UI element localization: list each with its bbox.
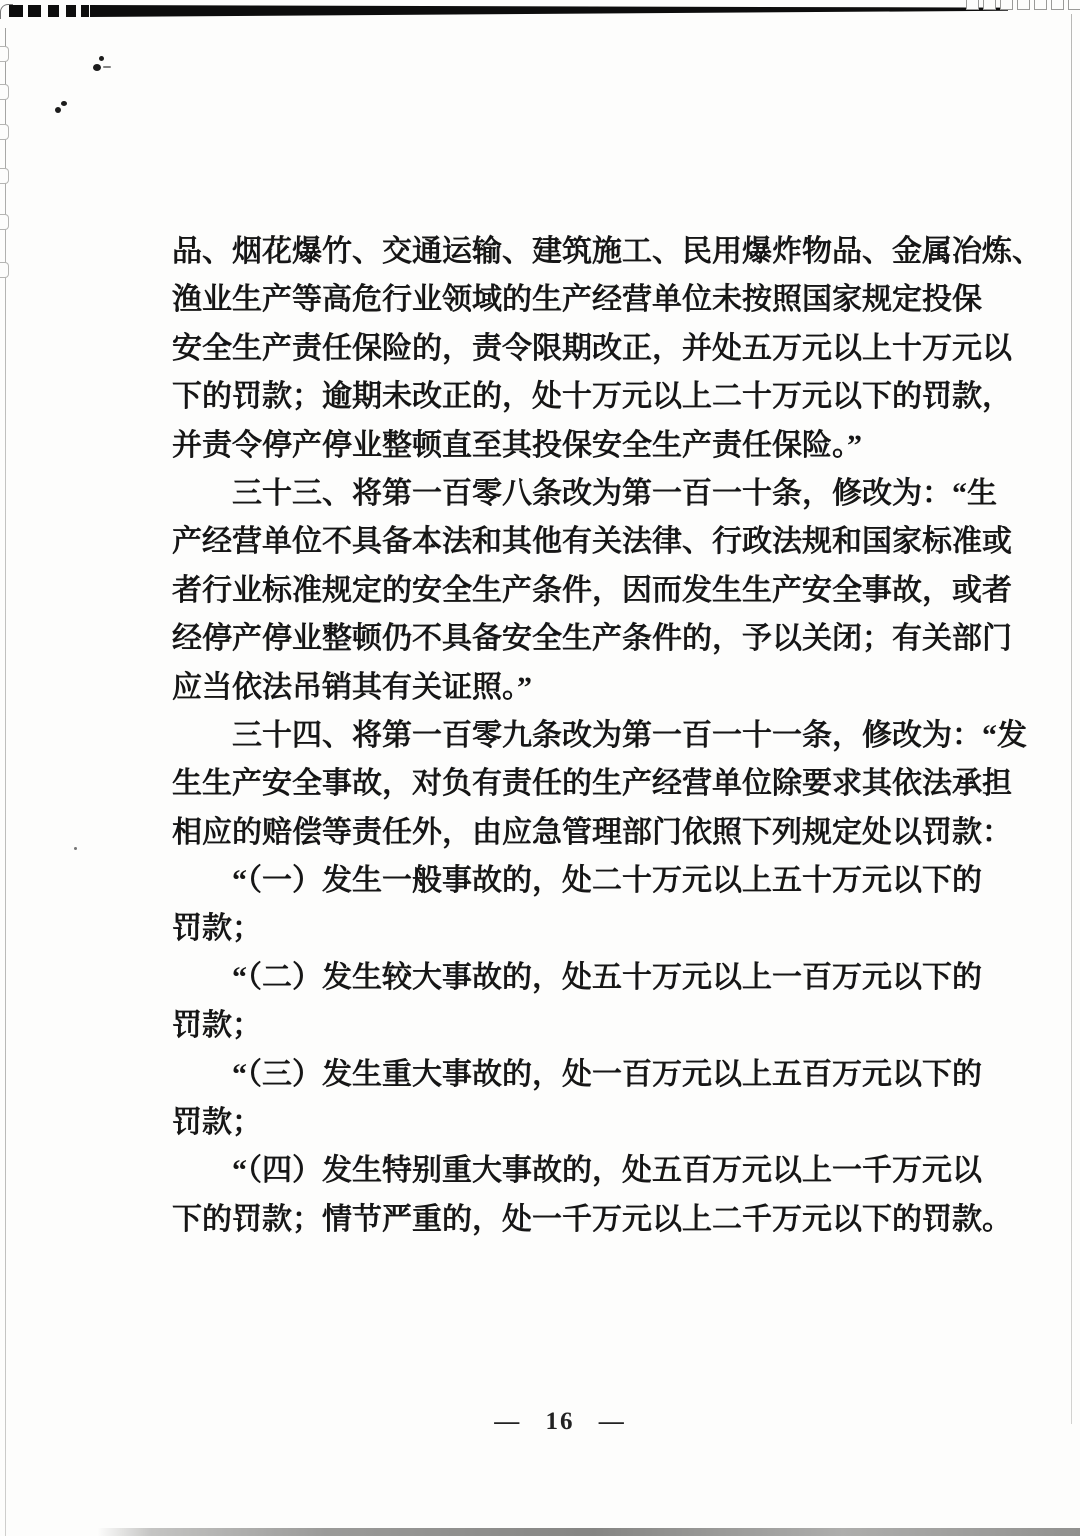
page-right-edge (1071, 14, 1072, 1424)
edge-notch (0, 46, 9, 62)
ink-speck (93, 64, 101, 71)
text-line: 生生产安全事故，对负有责任的生产经营单位除要求其依法承担 (172, 767, 1012, 801)
scan-filmstrip-mark (48, 5, 59, 17)
text-line: 相应的赔偿等责任外，由应急管理部门依照下列规定处以罚款： (172, 815, 1012, 849)
text-line: 者行业标准规定的安全生产条件，因而发生生产安全事故，或者 (172, 573, 1012, 607)
text-line: “（一）发生一般事故的，处二十万元以上五十万元以下的 (232, 864, 982, 898)
ink-speck (99, 56, 104, 61)
text-line: 罚款； (172, 1106, 262, 1140)
scan-filmstrip-mark (28, 5, 41, 17)
text-line: 应当依法吊销其有关证照。” (172, 670, 532, 704)
text-line: 渔业生产等高危行业领域的生产经营单位未按照国家规定投保 (172, 283, 982, 317)
edge-notch (0, 214, 9, 230)
text-line: “（三）发生重大事故的，处一百万元以上五百万元以下的 (232, 1057, 982, 1091)
text-line: 并责令停产停业整顿直至其投保安全生产责任保险。” (172, 428, 862, 462)
scan-filmstrip-mark (9, 5, 23, 17)
scan-comb-mark (1051, 0, 1064, 10)
page-number: — 16 — (494, 1408, 626, 1435)
text-line: “（二）发生较大事故的，处五十万元以上一百万元以下的 (232, 960, 982, 994)
scan-comb-mark (1000, 0, 1013, 10)
scan-comb-mark (1068, 0, 1080, 10)
scan-comb-mark (1017, 0, 1030, 10)
ink-speck (74, 847, 77, 850)
text-line: 罚款； (172, 912, 262, 946)
scan-bottom-band (0, 1528, 1080, 1536)
page-left-edge (5, 28, 6, 1536)
document-text (172, 228, 1042, 1244)
ink-speck (55, 107, 61, 113)
text-line: 经停产停业整顿仍不具备安全生产条件的，予以关闭；有关部门 (172, 622, 1012, 656)
edge-notch (0, 84, 9, 100)
text-line: 下的罚款；逾期未改正的，处十万元以上二十万元以下的罚款， (172, 380, 1012, 414)
edge-notch (0, 262, 9, 278)
scan-filmstrip-mark (81, 5, 89, 17)
edge-notch (0, 168, 9, 184)
scan-comb-mark (983, 0, 996, 10)
text-line: 品、烟花爆竹、交通运输、建筑施工、民用爆炸物品、金属冶炼、 (172, 235, 1042, 268)
text-line: 下的罚款；情节严重的，处一千万元以上二千万元以下的罚款。 (172, 1202, 1012, 1236)
scan-comb-mark (966, 0, 979, 10)
text-line: 三十三、将第一百零八条改为第一百一十条，修改为：“生 (232, 476, 997, 510)
scan-filmstrip-mark (66, 5, 76, 17)
text-line: 罚款； (172, 1009, 262, 1043)
text-line: “（四）发生特别重大事故的，处五百万元以上一千万元以 (232, 1154, 982, 1188)
ink-speck (61, 101, 67, 106)
ink-speck (103, 66, 111, 68)
text-line: 产经营单位不具备本法和其他有关法律、行政法规和国家标准或 (172, 525, 1012, 559)
text-line: 安全生产责任保险的，责令限期改正，并处五万元以上十万元以 (172, 331, 1012, 365)
edge-notch (0, 124, 9, 140)
scan-comb-mark (1034, 0, 1047, 10)
scan-top-bar (90, 4, 1008, 17)
text-line: 三十四、将第一百零九条改为第一百一十一条，修改为：“发 (232, 718, 1027, 752)
